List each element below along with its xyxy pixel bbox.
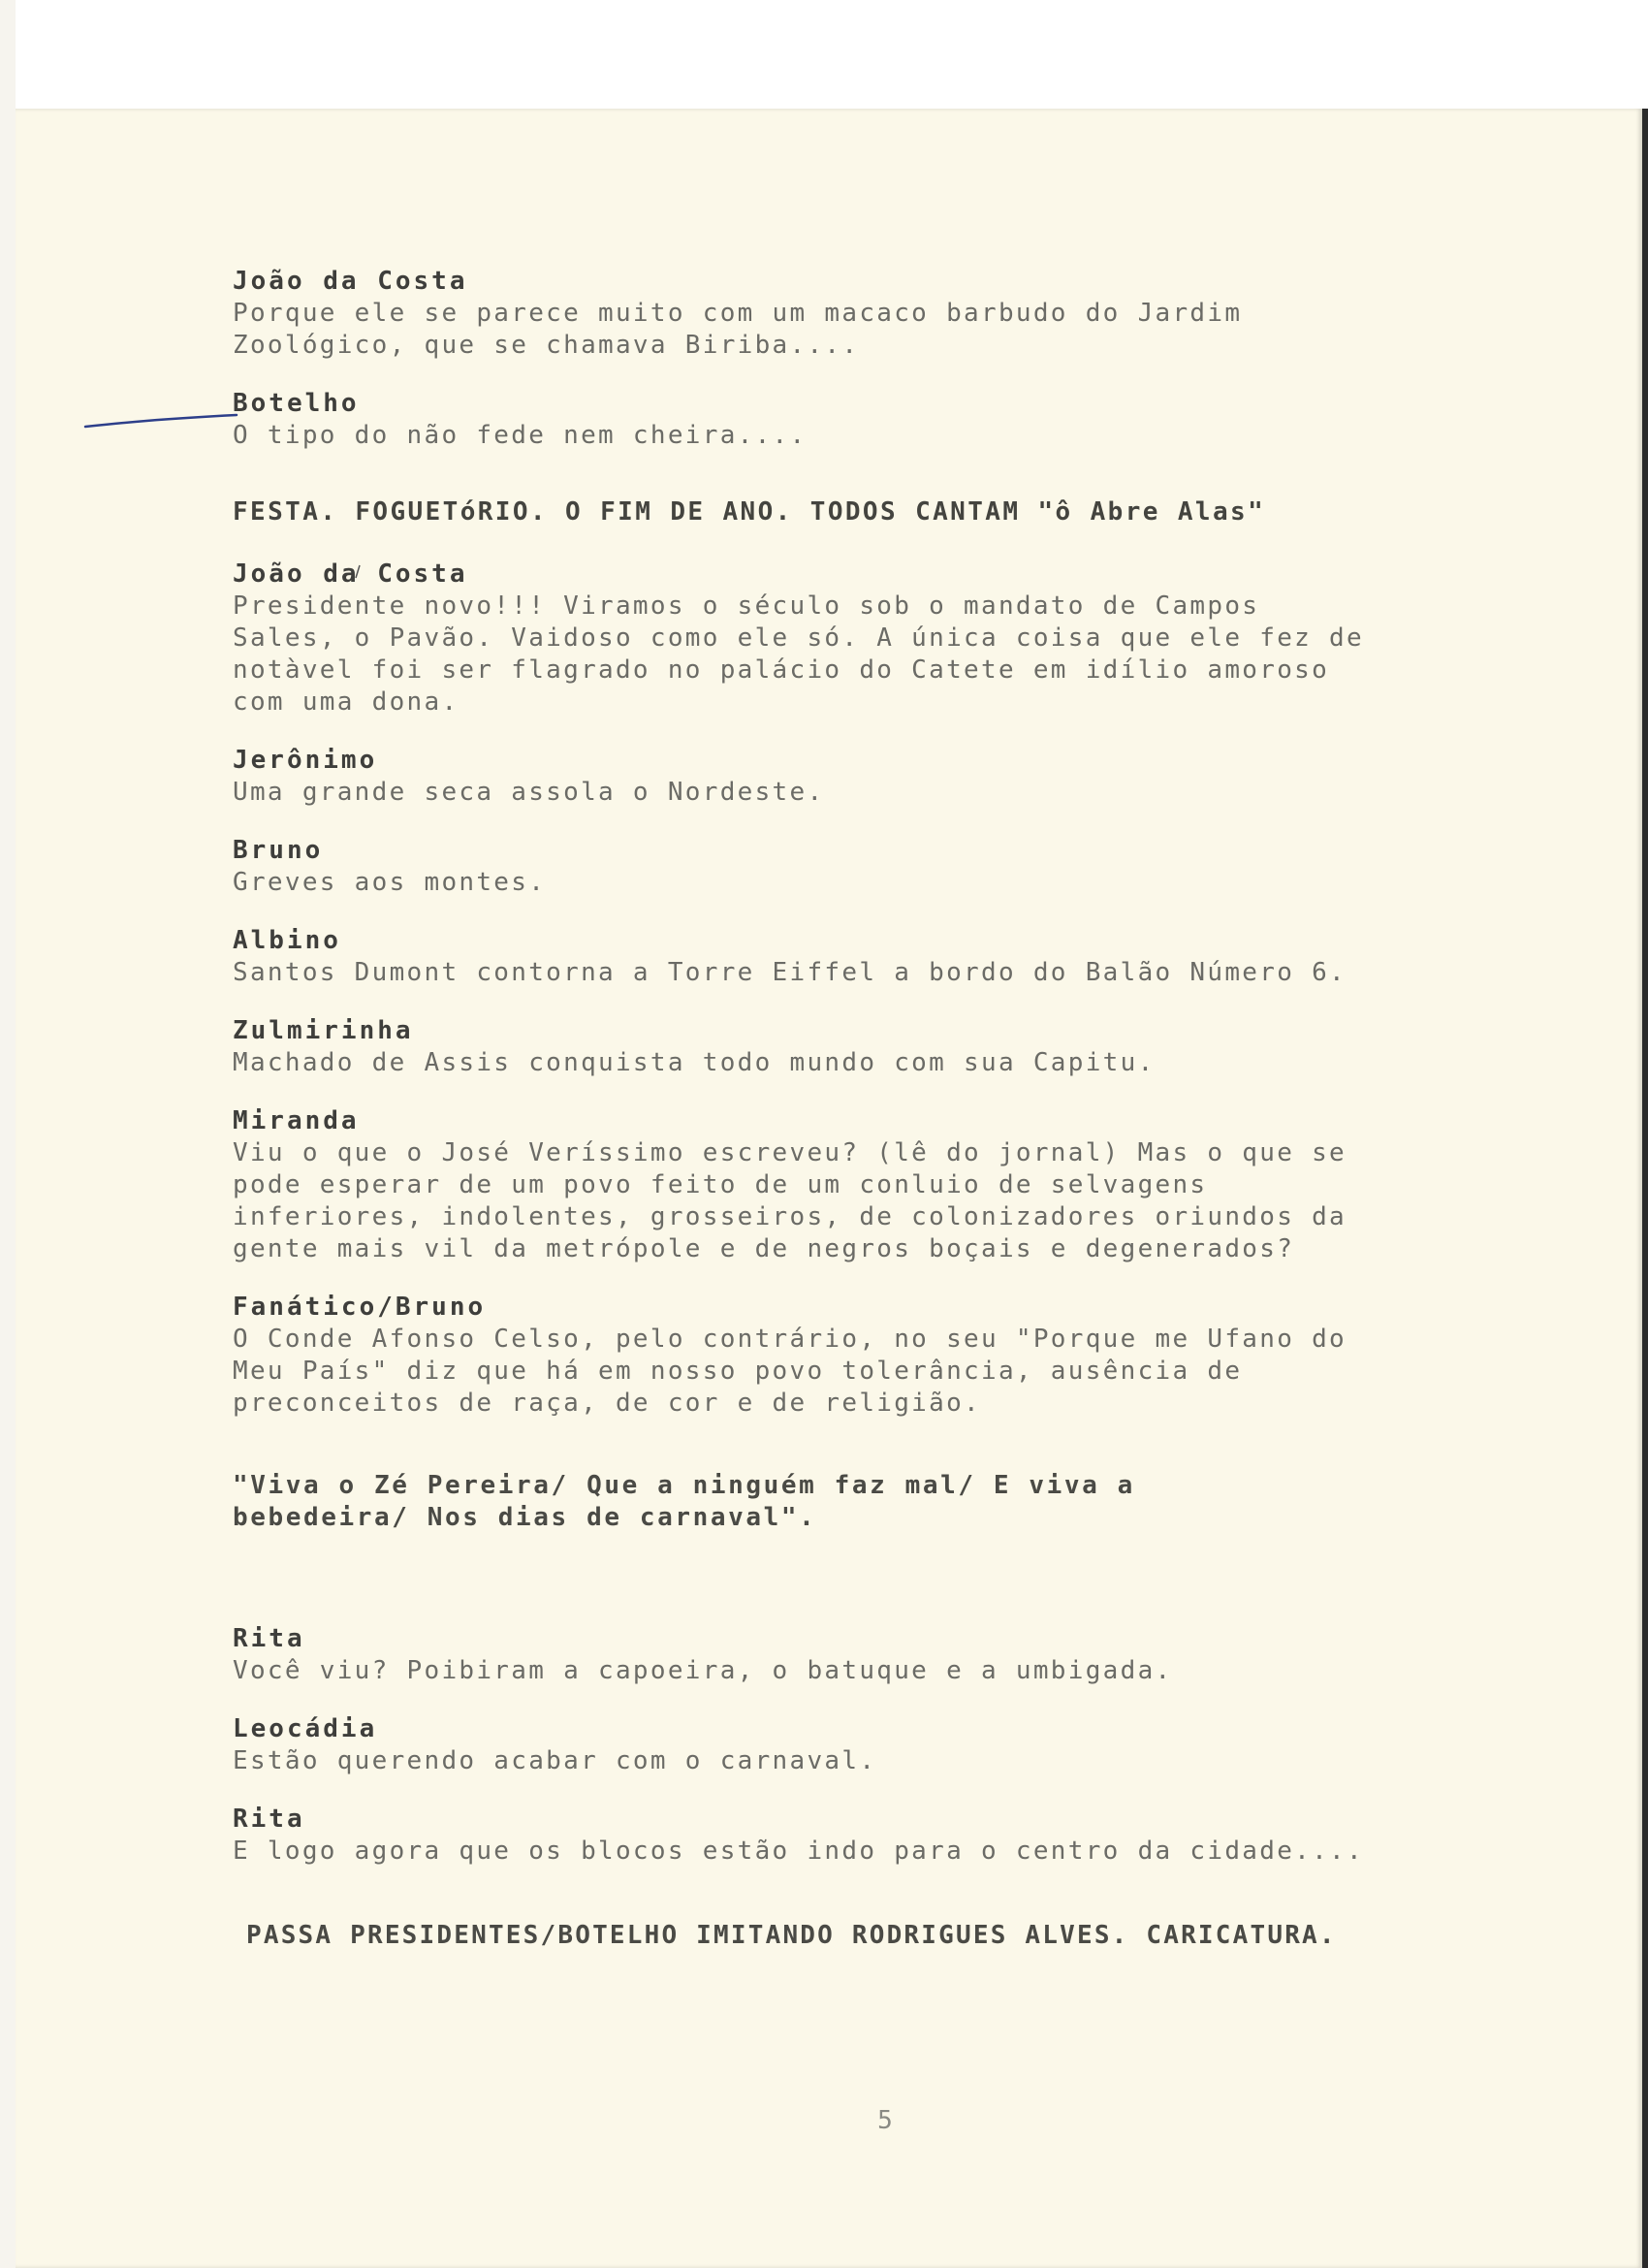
speaker-name: Leocádia [233, 1714, 378, 1743]
dialogue-line: Sales, o Pavão. Vaidoso como ele só. A única coisa que ele fez de [233, 623, 1364, 653]
dialogue-block [233, 559, 1493, 719]
dialogue-line: Estão querendo acabar com o carnaval. [233, 1746, 877, 1775]
dialogue-line: Uma grande seca assola o Nordeste. [233, 778, 825, 807]
dialogue-block [233, 925, 1493, 989]
dialogue-block [233, 1292, 1493, 1420]
stage-direction: PASSA PRESIDENTES/BOTELHO IMITANDO RODRIGUES ALVES. CARICATURA. [246, 1921, 1337, 1950]
speaker-name: João da Costa [233, 267, 468, 296]
dialogue-line: Santos Dumont contorna a Torre Eiffel a bordo do Balão Número 6. [233, 958, 1347, 987]
dialogue-block [233, 1713, 1493, 1777]
dialogue-line: Zoológico, que se chamava Biriba.... [233, 331, 860, 360]
dialogue-line: Meu País" diz que há em nosso povo tolerância, ausência de [233, 1357, 1243, 1386]
speaker-name: Albino [233, 926, 341, 955]
script-content [233, 266, 1493, 1952]
scanner-top-margin [0, 0, 1648, 109]
dialogue-line: E logo agora que os blocos estão indo para o centro da cidade.... [233, 1837, 1364, 1866]
speaker-name: Fanático/Bruno [233, 1293, 487, 1322]
scanner-right-edge [1642, 109, 1648, 2268]
dialogue-line: Greves aos montes. [233, 868, 547, 897]
dialogue-line: O Conde Afonso Celso, pelo contrário, no seu "Porque me Ufano do [233, 1325, 1347, 1354]
dialogue-block [233, 1804, 1493, 1868]
dialogue-line: gente mais vil da metrópole e de negros boçais e degenerados? [233, 1234, 1295, 1263]
dialogue-line: pode esperar de um povo feito de um conluio de selvagens [233, 1170, 1208, 1199]
dialogue-line: inferiores, indolentes, grosseiros, de colonizadores oriundos da [233, 1202, 1347, 1231]
song-line: "Viva o Zé Pereira/ Que a ninguém faz mal/ E viva a [233, 1471, 1135, 1500]
dialogue-line: notàvel foi ser flagrado no palácio do Catete em idílio amoroso [233, 655, 1330, 685]
dialogue-block [233, 1015, 1493, 1079]
speaker-name: Rita [233, 1805, 305, 1834]
dialogue-line: Você viu? Poibiram a capoeira, o batuque e a umbigada. [233, 1656, 1173, 1685]
dialogue-block [233, 1623, 1493, 1687]
song-line: bebedeira/ Nos dias de carnaval". [233, 1503, 817, 1532]
song-lyrics [233, 1470, 1493, 1534]
speaker-name: Rita [233, 1624, 305, 1653]
dialogue-line: Machado de Assis conquista todo mundo com sua Capitu. [233, 1048, 1156, 1077]
speaker-name: Miranda [233, 1106, 360, 1135]
dialogue-block [233, 388, 1493, 452]
pen-mark [83, 405, 238, 434]
scanner-left-margin [0, 0, 16, 2268]
dialogue-block [233, 835, 1493, 899]
speaker-name: Bruno [233, 836, 324, 865]
dialogue-line: Viu o que o José Veríssimo escreveu? (lê do jornal) Mas o que se [233, 1138, 1347, 1167]
speaker-name: Jerônimo [233, 746, 378, 775]
dialogue-block [233, 1105, 1493, 1265]
dialogue-line: Porque ele se parece muito com um macaco barbudo do Jardim [233, 299, 1243, 328]
speaker-name: João da Costa [233, 559, 468, 589]
stage-direction: FESTA. FOGUETóRIO. O FIM DE ANO. TODOS CANTAM "ô Abre Alas" [233, 497, 1266, 527]
dialogue-line: Presidente novo!!! Viramos o século sob o mandato de Campos [233, 591, 1260, 621]
page-number: 5 [877, 2106, 893, 2135]
dialogue-block [233, 266, 1493, 362]
speaker-name: Zulmirinha [233, 1016, 414, 1045]
speaker-name: Botelho [233, 389, 360, 418]
dialogue-line: preconceitos de raça, de cor e de religião. [233, 1389, 981, 1418]
dialogue-line: com uma dona. [233, 687, 460, 717]
dialogue-line: O tipo do não fede nem cheira.... [233, 421, 808, 450]
dialogue-block [233, 745, 1493, 809]
